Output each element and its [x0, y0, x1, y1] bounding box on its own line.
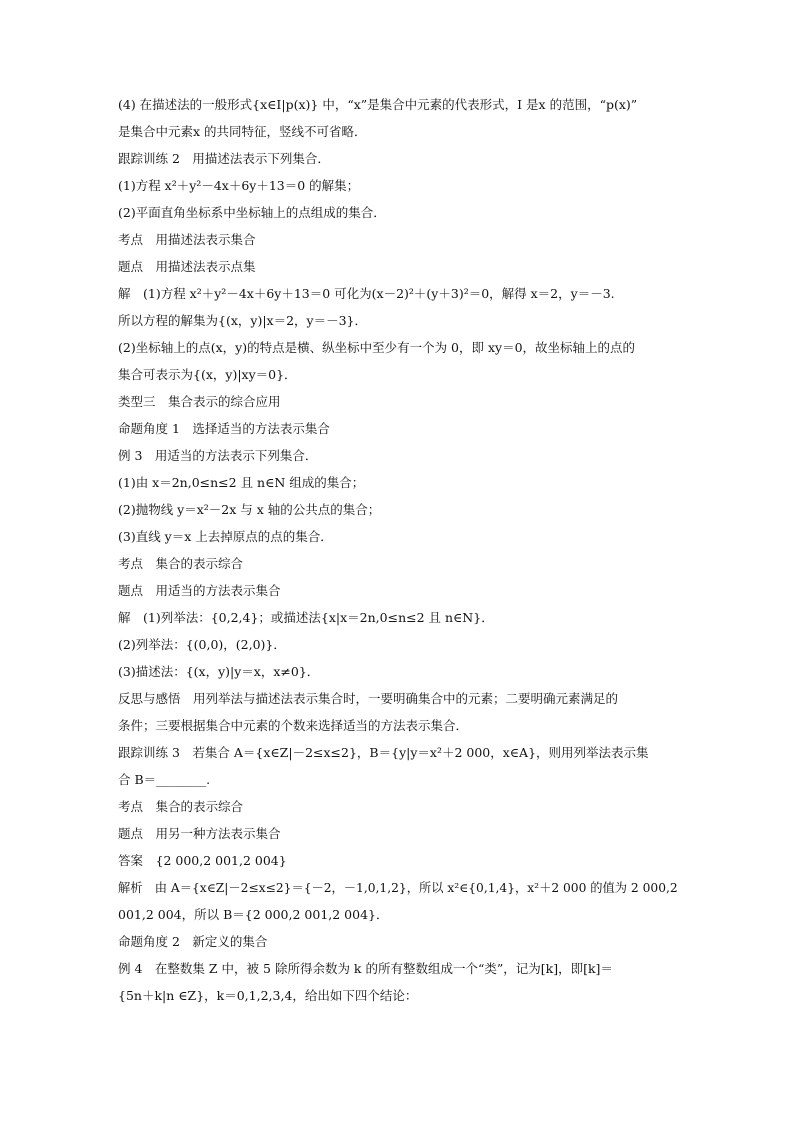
- text-line: 是集合中元素x 的共同特征，竖线不可省略．: [118, 124, 367, 139]
- text-line: (2)抛物线 y＝x²－2x 与 x 轴的公共点的集合；: [118, 502, 381, 517]
- section-heading: 跟踪训练 2 用描述法表示下列集合．: [118, 151, 330, 166]
- text-line: 解 (1)方程 x²＋y²－4x＋6y＋13＝0 可化为(x－2)²＋(y＋3)²＝0，解得 x＝2，y＝－3.: [118, 286, 615, 301]
- text-line: 题点 用另一种方法表示集合: [118, 826, 281, 841]
- text-line: 答案 {2 000,2 001,2 004}: [118, 853, 287, 868]
- text-line: 所以方程的解集为{(x，y)|x＝2，y＝－3}．: [118, 313, 367, 328]
- text-line: 题点 用适当的方法表示集合: [118, 583, 281, 598]
- text-line: 解析 由 A＝{x∈Z|－2≤x≤2}＝{－2，－1,0,1,2}，所以 x²∈{0,1,4}，x²＋2 000 的值为 2 000,2: [118, 881, 678, 895]
- text-line: (4) 在描述法的一般形式{x∈I|p(x)} 中，“x”是集合中元素的代表形式，I 是x 的范围，“p(x)”: [118, 97, 638, 112]
- text-line: 001,2 004，所以 B＝{2 000,2 001,2 004}．: [118, 907, 389, 922]
- text-line: (2)列举法：{(0,0)，(2,0)}．: [118, 637, 286, 652]
- text-line: 合 B＝________.: [118, 772, 211, 787]
- text-line: 条件；三要根据集合中元素的个数来选择适当的方法表示集合．: [118, 718, 469, 733]
- text-line: 考点 集合的表示综合: [118, 799, 244, 814]
- section-heading: 命题角度 2 新定义的集合: [118, 934, 268, 949]
- text-line: 解 (1)列举法：{0,2,4}；或描述法{x|x＝2n,0≤n≤2 且 n∈N}．: [118, 610, 494, 625]
- text-line: (2)坐标轴上的点(x，y)的特点是横、纵坐标中至少有一个为 0，即 xy＝0，故坐标轴上的点的: [118, 340, 636, 355]
- text-line: 例 3 用适当的方法表示下列集合．: [118, 448, 318, 463]
- text-line: 跟踪训练 3 若集合 A＝{x∈Z|－2≤x≤2}，B＝{y|y＝x²＋2 000，x∈A}，则用列举法表示集: [118, 745, 649, 760]
- text-line: (3)直线 y＝x 上去掉原点的点的集合．: [118, 529, 333, 544]
- text-line: (2)平面直角坐标系中坐标轴上的点组成的集合．: [118, 205, 386, 220]
- text-line: 集合可表示为{(x，y)|xy＝0}．: [118, 367, 297, 382]
- section-heading: 命题角度 1 选择适当的方法表示集合: [118, 421, 330, 436]
- text-line: 考点 集合的表示综合: [118, 556, 244, 571]
- text-line: 例 4 在整数集 Z 中，被 5 除所得余数为 k 的所有整数组成一个“类”，记为[k]，即[k]＝: [118, 961, 613, 976]
- section-heading: 类型三 集合表示的综合应用: [118, 394, 281, 409]
- text-line: 反思与感悟 用列举法与描述法表示集合时，一要明确集合中的元素；二要明确元素满足的: [118, 691, 619, 706]
- text-line: 题点 用描述法表示点集: [118, 259, 256, 274]
- text-line: (3)描述法：{(x，y)|y＝x，x≠0}．: [118, 664, 320, 679]
- text-line: 考点 用描述法表示集合: [118, 232, 256, 247]
- text-line: (1)方程 x²＋y²－4x＋6y＋13＝0 的解集；: [118, 178, 360, 193]
- text-line: (1)由 x＝2n,0≤n≤2 且 n∈N 组成的集合；: [118, 475, 365, 490]
- text-line: {5n＋k|n ∈Z}，k＝0,1,2,3,4，给出如下四个结论：: [118, 988, 418, 1003]
